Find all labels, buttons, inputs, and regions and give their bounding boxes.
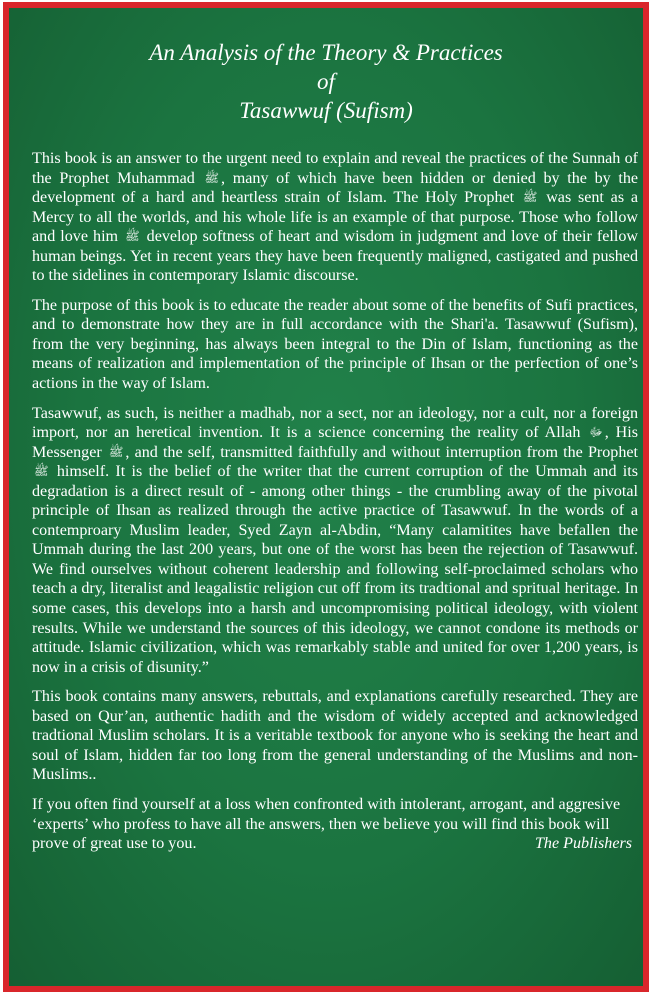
blurb-body (32, 149, 638, 864)
salawat-icon: ﷺ (34, 464, 49, 479)
paragraph-4: This book contains many answers, rebuttals, and explanations carefully researched. They are based on Qur’an, authentic hadith and the wisdom of widely accepted and acknowledged tradtional Muslim scholars. It is a veritable textbook for anyone who is seeking the heart and soul of Islam, hidden far too long from the general understanding of the Muslims and non-Muslims.. (32, 688, 638, 784)
green-text-panel (9, 8, 643, 986)
title-line-3: Tasawwuf (Sufism) (239, 98, 413, 123)
cover-title (9, 38, 643, 125)
title-line-2: of (317, 69, 335, 94)
salawat-icon: ﷺ (125, 229, 140, 244)
salawat-icon: ﷺ (108, 444, 124, 459)
salawat-icon: ﷺ (522, 190, 538, 205)
paragraph-1: This book is an answer to the urgent need to explain and reveal the practices of the Sunnah of the Prophet Muhammad ﷺ , many of which have been hidden or denied by the by the development of a hard and heartless strain of Islam. The Holy Prophet ﷺ was sent as a Mercy to all the worlds, and his whole life is an example of that purpose. Those who follow and love him ﷺ develop softness of heart and wisdom in judgment and love of their fellow human beings. Yet in recent years they have been frequently maligned, castigated and pushed to the sidelines in contemporary Islamic discourse. (32, 150, 639, 285)
publisher-signature: The Publishers (534, 835, 632, 853)
title-line-1: An Analysis of the Theory & Practices (149, 40, 503, 65)
paragraph-2: The purpose of this book is to educate the reader about some of the benefits of Sufi practices, and to demonstrate how they are in full accordance with the Shari'a. Tasawwuf (Sufism), from the very beginning, has always been integral to the Din of Islam, functioning as the means of realization and implementation of the principle of Ihsan or the perfection of one’s actions in the way of Islam. (32, 296, 638, 393)
paragraph-3: Tasawwuf, as such, is neither a madhab, nor a sect, nor an ideology, nor a cult, nor a foreign import, nor an heretical invention. It is a science concerning the reality of Allah ﷻ , His Messenger ﷺ , and the self, transmitted faithfully and without interruption from the Prophet ﷺ himself. It is the belief of the writer that the current corruption of the Ummah and its degradation is a direct result of - among other things - the crumbling away of the pivotal principle of Ihsan as realized through the active practice of Tasawwuf. In the words of a contemproary Muslim leader, Syed Zayn al-Abdin, “Many calamitites have befallen the Ummah during the last 200 years, but one of the worst has been the rejection of Tasawwuf. We find ourselves without coherent leadership and following self-proclaimed scholars who teach a dry, literalist and leagalistic religion cut off from its tradtional and spritual heritage. In some cases, this develops into a harsh and uncompromising political ideology, with violent results. While we understand the sources of this ideology, we cannot condone its methods or attitude. Islamic civilization, which was remarkably stable and united for over 1,200 years, is now in a crisis of disunity.” (32, 404, 639, 676)
paragraph-5: If you often find yourself at a loss when confronted with intolerant, arrogant, and aggresive ‘experts’ who profess to have all the answers, then we believe you will find this book will prove of great use to you. The Publishers (32, 795, 632, 853)
glorification-icon: ﷻ (589, 425, 603, 440)
salawat-icon: ﷺ (204, 170, 220, 185)
